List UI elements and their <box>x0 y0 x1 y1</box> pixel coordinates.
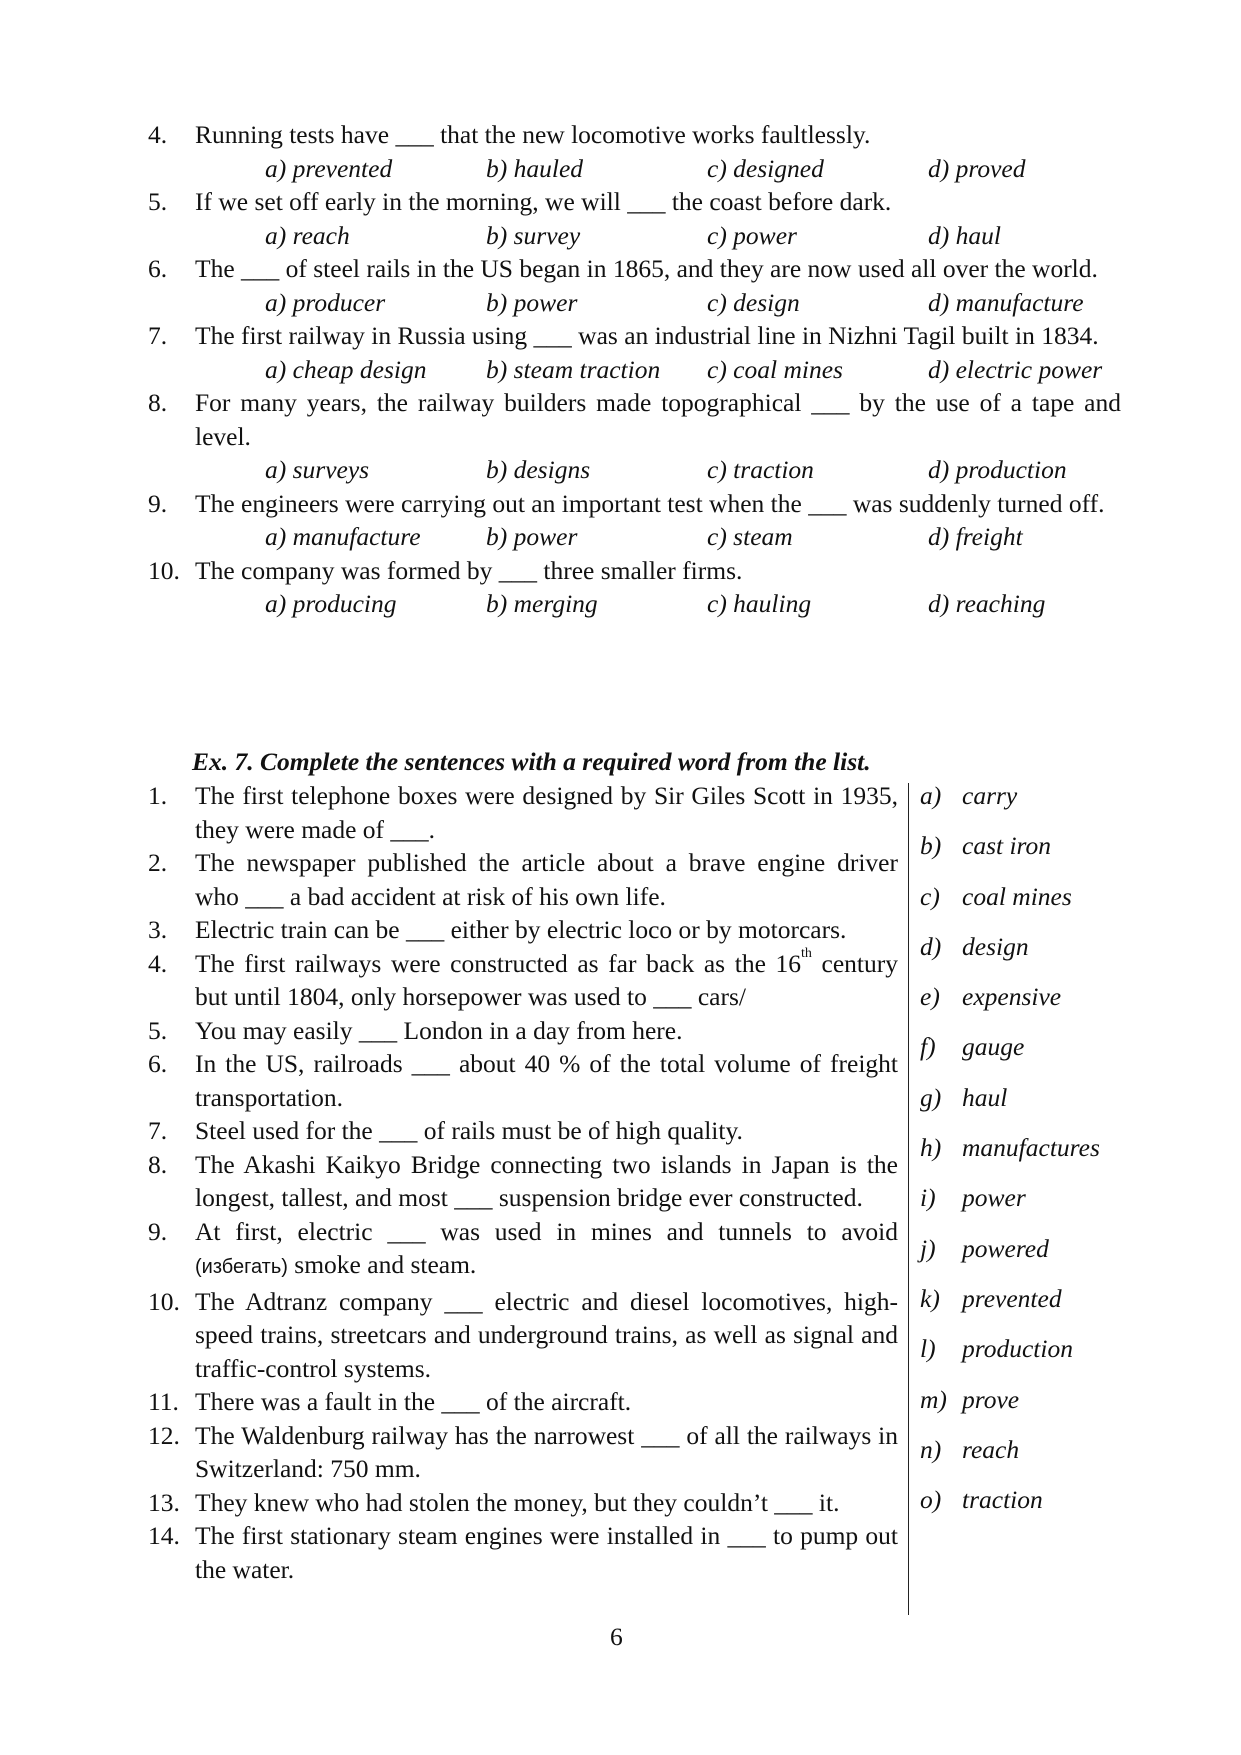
word-letter: e) <box>920 982 940 1012</box>
page-number: 6 <box>610 1622 623 1651</box>
sentence-number: 2. <box>148 848 168 877</box>
answer-option: a) manufacture <box>265 522 421 551</box>
question-number: 8. <box>148 388 168 417</box>
word-text: traction <box>962 1485 1043 1515</box>
exercise-7-heading: Ex. 7. Complete the sentences with a required word from the list. <box>192 747 871 776</box>
answer-option: b) steam traction <box>486 354 661 384</box>
answer-option: b) power <box>486 287 578 317</box>
question <box>148 252 1121 286</box>
question <box>148 386 1121 453</box>
word-letter: c) <box>920 881 940 911</box>
question-number: 7. <box>148 321 168 350</box>
sentence-number: 12. <box>148 1420 180 1450</box>
answer-option: d) production <box>928 455 1067 484</box>
answer-option: b) survey <box>486 220 581 250</box>
sentence <box>148 1014 898 1048</box>
sentence-number: 13. <box>148 1487 180 1517</box>
word-text: manufactures <box>962 1133 1100 1163</box>
sentence-text <box>195 1047 898 1114</box>
sentence-number: 5. <box>148 1015 168 1045</box>
sentence-text <box>195 1148 898 1215</box>
word-letter: n) <box>920 1434 942 1464</box>
question-number: 9. <box>148 488 168 518</box>
answer-option: c) steam <box>707 522 793 551</box>
question <box>148 487 1121 521</box>
answer-option: c) traction <box>707 455 814 484</box>
answer-option: a) cheap design <box>265 354 427 384</box>
sentence-text <box>195 1014 898 1048</box>
answer-option: c) power <box>707 220 797 250</box>
text-segment: The Adtranz company ___ electric and diesel locomotives, high-speed trains, streetcars and underground trains, as well as signal and traffic-control systems. <box>195 1286 898 1383</box>
question <box>148 118 1121 152</box>
word-text: carry <box>962 781 1018 810</box>
superscript: th <box>801 945 812 961</box>
text-segment: In the US, railroads ___ about 40 % of the total volume of freight transportation. <box>195 1049 898 1112</box>
sentence-number: 8. <box>148 1149 168 1179</box>
sentence-number: 11. <box>148 1387 179 1416</box>
text-segment: century but until 1804, only horsepower was used to ___ cars/ <box>195 948 898 1011</box>
answer-option: a) surveys <box>265 455 370 484</box>
text-segment: You may easily ___ London in a day from here. <box>195 1015 683 1045</box>
question-text: The company was formed by ___ three smaller firms. <box>195 555 743 585</box>
word-text: prevented <box>962 1283 1062 1313</box>
sentence-text <box>195 947 898 1014</box>
answer-options <box>148 152 1121 186</box>
question <box>148 185 1121 219</box>
answer-option: b) designs <box>486 455 591 484</box>
sentence-text <box>195 913 898 947</box>
answer-option: b) merging <box>486 589 598 618</box>
sentence-number: 9. <box>148 1216 168 1246</box>
answer-option: d) manufacture <box>928 287 1084 317</box>
word-letter: j) <box>920 1233 936 1263</box>
text-segment: The newspaper published the article about a brave engine driver who ___ a bad accident at risk of his own life. <box>195 848 898 911</box>
word-letter: l) <box>920 1334 936 1364</box>
sentence <box>148 1519 898 1586</box>
sentence <box>148 947 898 1014</box>
sentence <box>148 1285 898 1386</box>
answer-option: a) reach <box>265 220 350 250</box>
sentence-text <box>195 846 898 913</box>
answer-option: a) producer <box>265 287 386 317</box>
answer-options <box>148 353 1121 387</box>
word-text: powered <box>962 1233 1049 1263</box>
text-segment: The first stationary steam engines were installed in ___ to pump out the water. <box>195 1521 898 1584</box>
word-text: prove <box>962 1384 1020 1414</box>
answer-options <box>148 587 1121 621</box>
question-text: The engineers were carrying out an important test when the ___ was suddenly turned off. <box>195 488 1105 518</box>
answer-options <box>148 453 1121 487</box>
text-segment: Steel used for the ___ of rails must be of high quality. <box>195 1116 743 1145</box>
sentence-text <box>195 1114 898 1148</box>
sentence <box>148 913 898 947</box>
sentence <box>148 1419 898 1486</box>
question <box>148 554 1121 588</box>
text-segment: smoke and steam. <box>287 1250 477 1279</box>
word-letter: g) <box>920 1082 942 1112</box>
text-segment: At first, electric ___ was used in mines and tunnels to avoid <box>195 1216 898 1246</box>
text-segment: The first railways were constructed as far back as the 16 <box>195 948 802 978</box>
sentence-number: 7. <box>148 1116 168 1145</box>
sentence <box>148 1385 898 1419</box>
exercise-6-questions <box>148 118 1121 621</box>
question-text: The ___ of steel rails in the US began in 1865, and they are now used all over the world. <box>195 254 1098 283</box>
answer-option: a) prevented <box>265 153 393 183</box>
answer-options <box>148 286 1121 320</box>
word-text: power <box>962 1183 1026 1213</box>
text-segment: The Waldenburg railway has the narrowest ___ of all the railways in Switzerland: 750 mm. <box>195 1420 898 1483</box>
sentence-text <box>195 1486 898 1520</box>
answer-option: d) proved <box>928 153 1026 183</box>
word-text: haul <box>962 1082 1008 1112</box>
answer-option: a) producing <box>265 589 397 618</box>
exercise-7-sentences <box>148 779 898 1586</box>
question-number: 5. <box>148 187 168 216</box>
question-text: Running tests have ___ that the new locomotive works faultlessly. <box>195 120 871 149</box>
word-letter: o) <box>920 1485 942 1515</box>
answer-option: c) designed <box>707 153 824 183</box>
question-number: 4. <box>148 120 168 149</box>
sentence-text <box>195 1419 898 1486</box>
word-letter: i) <box>920 1183 936 1213</box>
sentence-text <box>195 1385 898 1419</box>
question-text: If we set off early in the morning, we will ___ the coast before dark. <box>195 187 892 216</box>
answer-option: d) reaching <box>928 589 1046 618</box>
word-letter: h) <box>920 1133 942 1163</box>
sentence-number: 10. <box>148 1286 180 1316</box>
sentence-number: 14. <box>148 1521 180 1550</box>
sentence <box>148 1148 898 1215</box>
word-text: design <box>962 931 1029 961</box>
sentence-text <box>195 1285 898 1386</box>
text-segment: The first telephone boxes were designed by Sir Giles Scott in 1935, they were made of ___. <box>195 781 898 844</box>
answer-options <box>148 219 1121 253</box>
sentence <box>148 846 898 913</box>
text-segment: There was a fault in the ___ of the aircraft. <box>195 1387 632 1416</box>
sentence-text <box>195 1519 898 1586</box>
sentence <box>148 1114 898 1148</box>
text-segment: The Akashi Kaikyo Bridge connecting two islands in Japan is the longest, tallest, and most ___ suspension bridge ever constructed. <box>195 1149 898 1212</box>
word-letter: m) <box>920 1384 947 1414</box>
question <box>148 319 1121 353</box>
sentence-number: 4. <box>148 948 168 978</box>
sentence <box>148 1047 898 1114</box>
text-segment: Electric train can be ___ either by electric loco or by motorcars. <box>195 915 847 944</box>
sentence-number: 6. <box>148 1049 168 1078</box>
word-text: expensive <box>962 982 1062 1012</box>
sentence-text <box>195 779 898 846</box>
answer-option: c) design <box>707 287 800 317</box>
word-text: gauge <box>962 1032 1025 1062</box>
word-letter: a) <box>920 781 942 810</box>
word-text: reach <box>962 1434 1020 1464</box>
sentence-number: 3. <box>148 915 168 944</box>
sentence <box>148 779 898 846</box>
sentence-text <box>195 1215 898 1285</box>
question-text: The first railway in Russia using ___ was an industrial line in Nizhni Tagil built in 1834. <box>195 321 1099 350</box>
answer-option: c) coal mines <box>707 354 843 384</box>
word-letter: d) <box>920 931 942 961</box>
sentence-number: 1. <box>148 781 168 810</box>
text-segment: They knew who had stolen the money, but they couldn’t ___ it. <box>195 1487 840 1517</box>
word-letter: f) <box>920 1032 936 1062</box>
word-text: cast iron <box>962 831 1052 861</box>
question-number: 6. <box>148 254 168 283</box>
column-divider <box>908 783 909 1615</box>
sentence <box>148 1215 898 1285</box>
word-letter: b) <box>920 831 942 861</box>
translation-hint: (избегать) <box>195 1256 288 1278</box>
sentence <box>148 1486 898 1520</box>
answer-option: d) electric power <box>928 354 1103 384</box>
word-text: coal mines <box>962 881 1072 911</box>
question-number: 10. <box>148 555 180 585</box>
answer-option: d) haul <box>928 220 1001 250</box>
word-letter: k) <box>920 1283 940 1313</box>
answer-option: c) hauling <box>707 589 812 618</box>
answer-options <box>148 520 1121 554</box>
answer-option: b) power <box>486 522 578 551</box>
question-text: For many years, the railway builders made topographical ___ by the use of a tape and level. <box>195 388 1121 451</box>
answer-option: b) hauled <box>486 153 584 183</box>
word-text: production <box>962 1334 1073 1364</box>
answer-option: d) freight <box>928 522 1023 551</box>
